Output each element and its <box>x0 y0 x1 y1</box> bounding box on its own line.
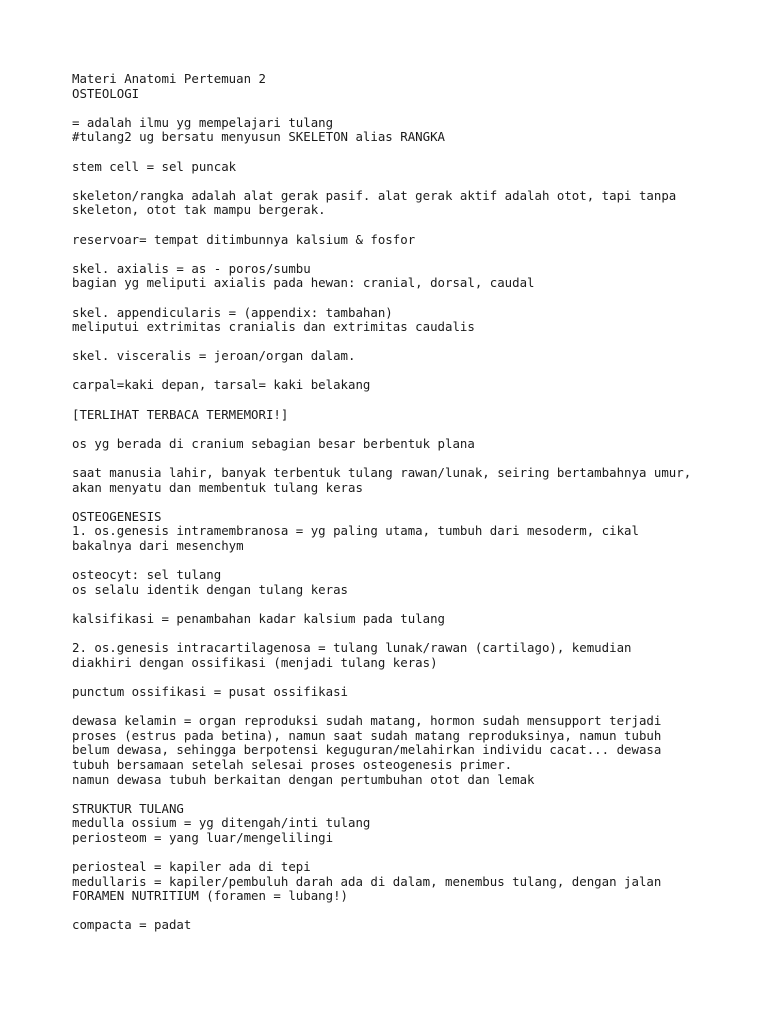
text-line: reservoar= tempat ditimbunnya kalsium & fosfor <box>72 231 416 247</box>
paragraph <box>72 641 732 670</box>
text-line: kalsifikasi = penambahan kadar kalsium pada tulang <box>72 610 445 626</box>
text-line: stem cell = sel puncak <box>72 158 237 174</box>
document-page <box>72 72 732 948</box>
text-line: skeleton/rangka adalah alat gerak pasif. alat gerak aktif adalah otot, tapi tanpa <box>72 187 677 203</box>
text-line: punctum ossifikasi = pusat ossifikasi <box>72 683 349 699</box>
paragraph <box>72 918 732 933</box>
paragraph <box>72 860 732 904</box>
paragraph <box>72 233 732 248</box>
text-line: OSTEOGENESIS <box>72 508 162 524</box>
text-line: osteocyt: sel tulang <box>72 567 222 583</box>
paragraph <box>72 714 732 787</box>
paragraph <box>72 116 732 145</box>
paragraph <box>72 349 732 364</box>
paragraph <box>72 408 732 423</box>
text-line: tubuh bersamaan setelah selesai proses osteogenesis primer. <box>72 756 513 772</box>
text-line: OSTEOLOGI <box>72 85 140 101</box>
paragraph <box>72 510 732 554</box>
text-line: bakalnya dari mesenchym <box>72 538 244 553</box>
text-line: medullaris = kapiler/pembuluh darah ada di dalam, menembus tulang, dengan jalan <box>72 873 662 889</box>
paragraph <box>72 378 732 393</box>
paragraph <box>72 685 732 700</box>
text-line: carpal=kaki depan, tarsal= kaki belakang <box>72 377 371 393</box>
text-line: periosteal = kapiler ada di tepi <box>72 859 311 875</box>
text-line: os yg berada di cranium sebagian besar berbentuk plana <box>72 435 475 451</box>
text-line: meliputui extrimitas cranialis dan extrimitas caudalis <box>72 319 475 335</box>
text-line: saat manusia lahir, banyak terbentuk tulang rawan/lunak, seiring bertambahnya umur, <box>72 465 692 481</box>
paragraph <box>72 262 732 291</box>
text-line: Materi Anatomi Pertemuan 2 <box>72 71 266 86</box>
text-line: diakhiri dengan ossifikasi (menjadi tulang keras) <box>72 654 438 670</box>
text-line: namun dewasa tubuh berkaitan dengan pertumbuhan otot dan lemak <box>72 771 535 787</box>
paragraph <box>72 568 732 597</box>
text-line: proses (estrus pada betina), namun saat sudah matang reproduksinya, namun tubuh <box>72 727 662 743</box>
text-line: STRUKTUR TULANG <box>72 800 184 816</box>
text-line: 2. os.genesis intracartilagenosa = tulang lunak/rawan (cartilago), kemudian <box>72 640 632 656</box>
text-line: bagian yg meliputi axialis pada hewan: cranial, dorsal, caudal <box>72 275 535 291</box>
paragraph <box>72 72 732 101</box>
text-line: periosteom = yang luar/mengelilingi <box>72 829 334 845</box>
text-line: compacta = padat <box>72 917 192 933</box>
text-line: FORAMEN NUTRITIUM (foramen = lubang!) <box>72 888 349 904</box>
text-line: 1. os.genesis intramembranosa = yg paling utama, tumbuh dari mesoderm, cikal <box>72 523 639 539</box>
text-line: #tulang2 ug bersatu menyusun SKELETON alias RANGKA <box>72 129 445 145</box>
text-line: medulla ossium = yg ditengah/inti tulang <box>72 815 371 831</box>
text-line: skel. visceralis = jeroan/organ dalam. <box>72 348 356 364</box>
text-line: skel. appendicularis = (appendix: tambahan) <box>72 304 393 320</box>
text-line: [TERLIHAT TERBACA TERMEMORI!] <box>72 406 289 422</box>
paragraph <box>72 160 732 175</box>
text-line: akan menyatu dan membentuk tulang keras <box>72 479 363 495</box>
text-line: skeleton, otot tak mampu bergerak. <box>72 202 326 218</box>
paragraph <box>72 306 732 335</box>
paragraph <box>72 802 732 846</box>
text-line: skel. axialis = as - poros/sumbu <box>72 260 311 276</box>
text-line: belum dewasa, sehingga berpotensi keguguran/melahirkan individu cacat... dewasa <box>72 742 662 758</box>
text-line: os selalu identik dengan tulang keras <box>72 581 349 597</box>
paragraph <box>72 437 732 452</box>
text-line: dewasa kelamin = organ reproduksi sudah matang, hormon sudah mensupport terjadi <box>72 713 662 729</box>
paragraph <box>72 466 732 495</box>
text-line: = adalah ilmu yg mempelajari tulang <box>72 114 334 130</box>
paragraph <box>72 189 732 218</box>
paragraph <box>72 612 732 627</box>
